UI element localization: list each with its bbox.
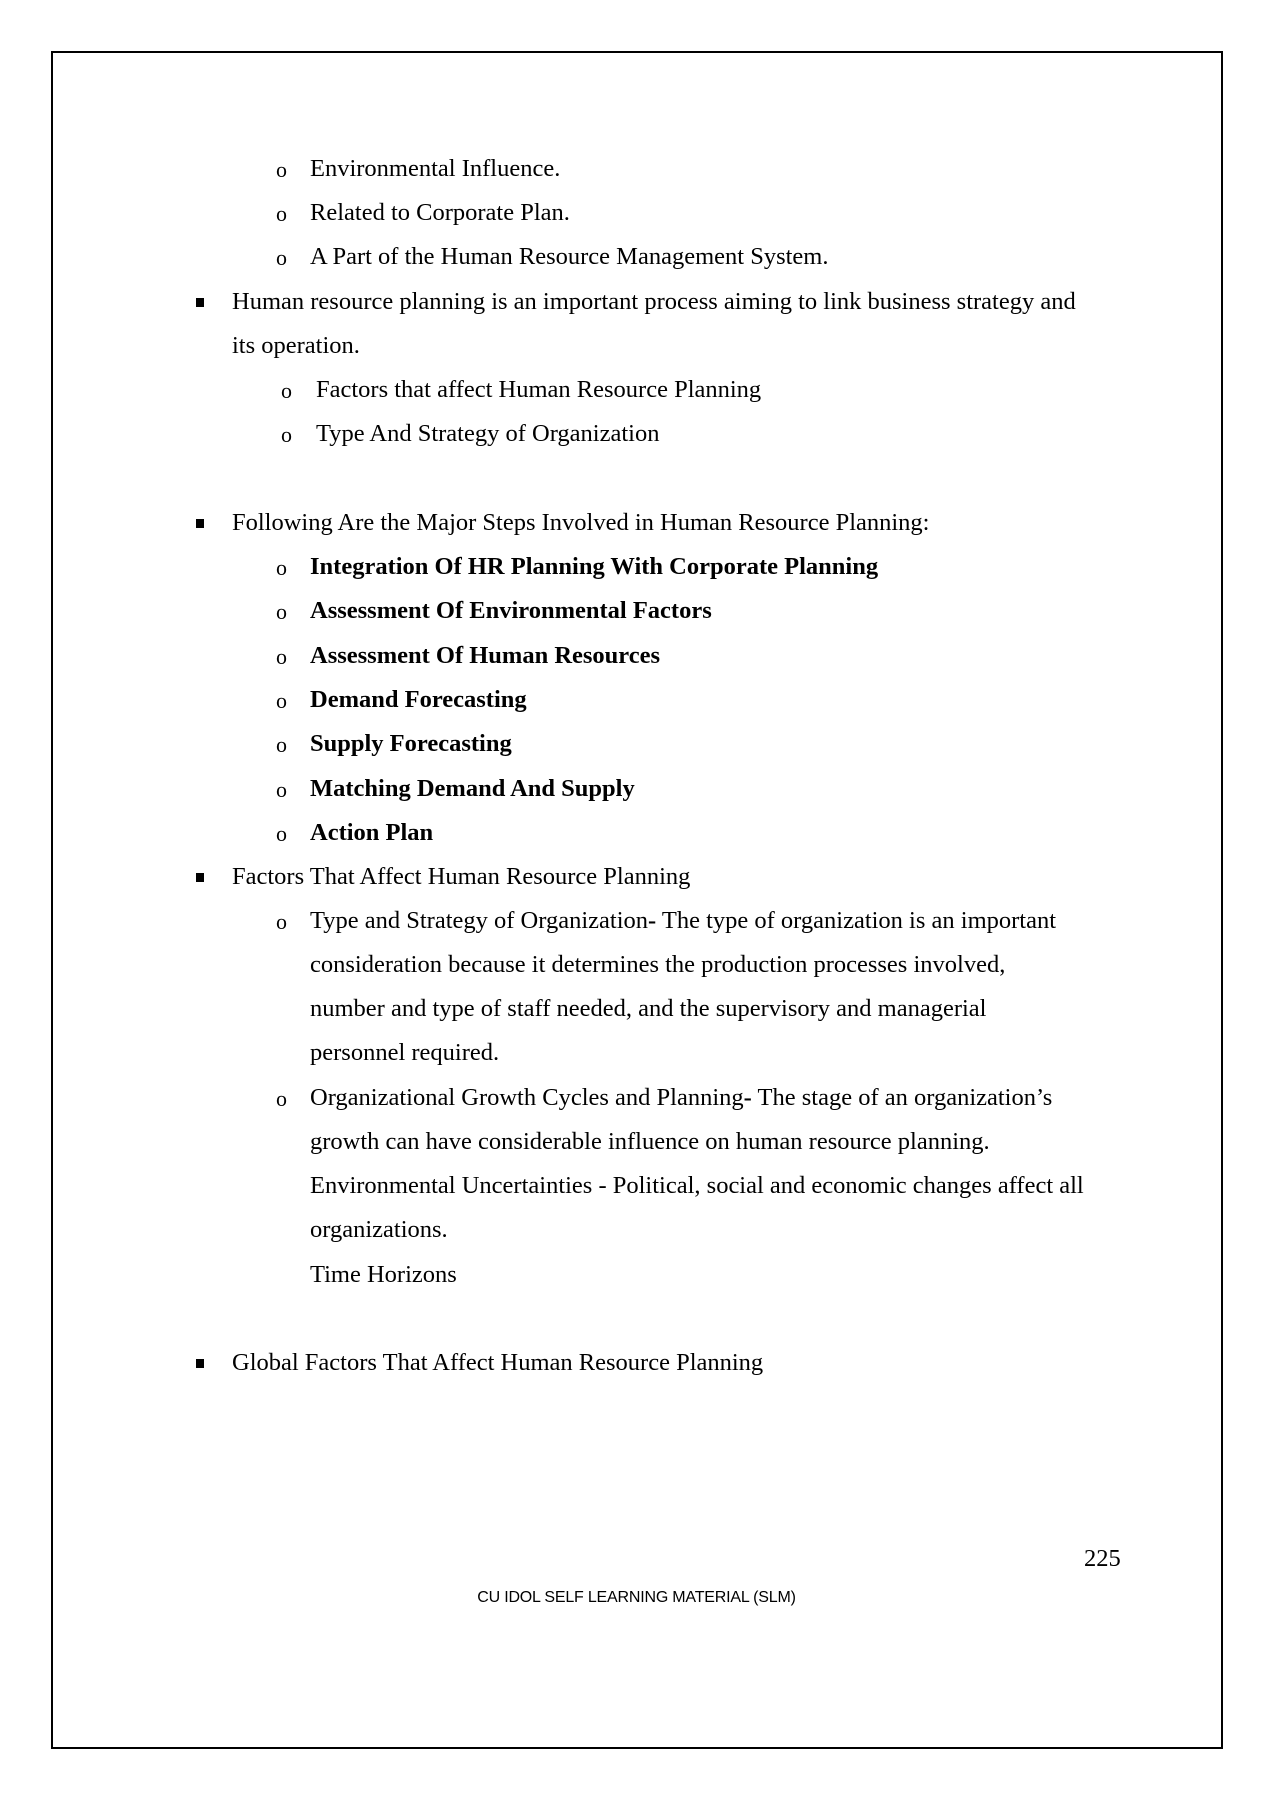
paragraph-line: personnel required. [310, 1039, 500, 1066]
sub-bullet-icon: o [281, 378, 292, 403]
dash: - [648, 907, 657, 934]
page-number: 225 [1084, 1545, 1121, 1572]
paragraph-line: number and type of staff needed, and the supervisory and managerial [310, 995, 987, 1022]
sub-bullet-icon: o [276, 555, 287, 580]
sub-bullet-icon: o [276, 909, 287, 934]
factor-title: Type and Strategy of Organization [310, 907, 649, 934]
sub-bullet-icon: o [276, 777, 287, 802]
paragraph-line: its operation. [232, 332, 360, 359]
list-item: A Part of the Human Resource Management System. [310, 243, 829, 270]
factor-item-line [310, 906, 1056, 936]
sub-bullet-icon: o [276, 201, 287, 226]
list-item: Environmental Influence. [310, 155, 561, 182]
sub-bullet-icon: o [276, 821, 287, 846]
footer-label: CU IDOL SELF LEARNING MATERIAL (SLM) [477, 1589, 796, 1606]
square-bullet-icon [196, 519, 204, 528]
dash: - [743, 1084, 752, 1111]
paragraph-line: Time Horizons [310, 1261, 457, 1288]
square-bullet-icon [196, 1359, 204, 1368]
sub-bullet-icon: o [276, 644, 287, 669]
factor-title: Organizational Growth Cycles and Planning [310, 1084, 744, 1111]
step-item: Integration Of HR Planning With Corporate Planning [310, 553, 879, 580]
step-item: Demand Forecasting [310, 686, 527, 713]
sub-bullet-icon: o [276, 1086, 287, 1111]
square-bullet-icon [196, 298, 204, 307]
step-item: Assessment Of Environmental Factors [310, 597, 712, 624]
sub-bullet-icon: o [276, 688, 287, 713]
paragraph-line: organizations. [310, 1216, 448, 1243]
step-item: Action Plan [310, 819, 434, 846]
paragraph-line: growth can have considerable influence on human resource planning. [310, 1128, 990, 1155]
paragraph-line: consideration because it determines the production processes involved, [310, 951, 1006, 978]
paragraph-line: Factors That Affect Human Resource Planning [232, 863, 691, 890]
list-item: Related to Corporate Plan. [310, 199, 570, 226]
step-item: Supply Forecasting [310, 730, 512, 757]
paragraph-line: Human resource planning is an important process aiming to link business strategy and [232, 288, 1076, 315]
sub-bullet-icon: o [276, 245, 287, 270]
paragraph-line: Environmental Uncertainties - Political, social and economic changes affect all [310, 1172, 1084, 1199]
step-item: Assessment Of Human Resources [310, 642, 661, 669]
sub-bullet-icon: o [276, 599, 287, 624]
step-item: Matching Demand And Supply [310, 775, 635, 802]
sub-bullet-icon: o [281, 422, 292, 447]
sub-bullet-icon: o [276, 157, 287, 182]
factor-text: The type of organization is an important [656, 907, 1057, 934]
list-item: Factors that affect Human Resource Planning [316, 376, 762, 403]
paragraph-line: Following Are the Major Steps Involved in Human Resource Planning: [232, 509, 930, 536]
factor-item-line [310, 1083, 1052, 1113]
paragraph-line: Global Factors That Affect Human Resource Planning [232, 1349, 764, 1376]
list-item: Type And Strategy of Organization [316, 420, 660, 447]
factor-text: The stage of an organization’s [751, 1084, 1053, 1111]
square-bullet-icon [196, 873, 204, 882]
sub-bullet-icon: o [276, 732, 287, 757]
